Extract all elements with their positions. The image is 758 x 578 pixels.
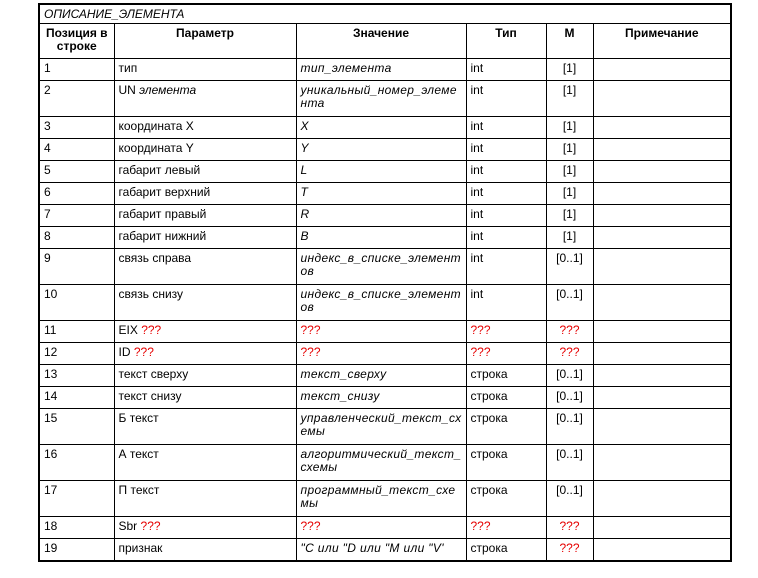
cell-text: 9: [44, 251, 51, 265]
cell-text: тип: [118, 61, 138, 75]
cell-parameter: [114, 205, 296, 227]
cell-position: [39, 249, 114, 285]
cell-value: [296, 285, 466, 321]
cell-text: X: [300, 119, 309, 133]
cell-m: [546, 321, 593, 343]
cell-text: [0..1]: [556, 411, 583, 425]
cell-m: [546, 117, 593, 139]
cell-value: [296, 183, 466, 205]
cell-text: [1]: [562, 229, 577, 243]
unknown-marker: ???: [470, 323, 491, 337]
cell-m: [546, 139, 593, 161]
cell-note: [593, 321, 731, 343]
cell-text: Sbr: [118, 519, 141, 533]
cell-parameter: [114, 183, 296, 205]
cell-text: [0..1]: [556, 447, 583, 461]
cell-text: 4: [44, 141, 51, 155]
cell-value: [296, 539, 466, 562]
cell-parameter: [114, 539, 296, 562]
cell-text: 5: [44, 163, 51, 177]
cell-text: тип_элемента: [300, 61, 392, 75]
cell-text: int: [470, 61, 484, 75]
cell-text: признак: [118, 541, 163, 555]
cell-text: габарит правый: [118, 207, 207, 221]
cell-text: [1]: [562, 141, 577, 155]
cell-value: [296, 117, 466, 139]
cell-position: [39, 227, 114, 249]
cell-text: 19: [44, 541, 58, 555]
cell-text: int: [470, 287, 484, 301]
cell-m: [546, 81, 593, 117]
cell-note: [593, 139, 731, 161]
table-row: [39, 409, 731, 445]
cell-text: [0..1]: [556, 483, 583, 497]
cell-text: 2: [44, 83, 51, 97]
cell-position: [39, 445, 114, 481]
cell-text: int: [470, 207, 484, 221]
table-row: [39, 183, 731, 205]
cell-text: текст_сверху: [300, 367, 387, 381]
cell-text: T: [300, 185, 309, 199]
cell-text: R: [300, 207, 310, 221]
cell-text: [1]: [562, 207, 577, 221]
cell-parameter: [114, 227, 296, 249]
cell-note: [593, 387, 731, 409]
cell-position: [39, 343, 114, 365]
cell-position: [39, 59, 114, 81]
cell-value: [296, 445, 466, 481]
cell-parameter: [114, 481, 296, 517]
cell-note: [593, 205, 731, 227]
cell-text: координата Y: [118, 141, 194, 155]
cell-type: [466, 227, 546, 249]
cell-text: "C или "D или "M или "V': [300, 541, 444, 555]
table-row: [39, 285, 731, 321]
cell-note: [593, 227, 731, 249]
cell-m: [546, 343, 593, 365]
cell-type: [466, 285, 546, 321]
cell-text: [1]: [562, 83, 577, 97]
cell-text: 10: [44, 287, 58, 301]
cell-parameter: [114, 117, 296, 139]
cell-text: 12: [44, 345, 58, 359]
cell-value: [296, 517, 466, 539]
cell-text: [1]: [562, 185, 577, 199]
cell-note: [593, 365, 731, 387]
cell-note: [593, 285, 731, 321]
cell-m: [546, 161, 593, 183]
table-row: [39, 445, 731, 481]
cell-parameter: [114, 59, 296, 81]
cell-type: [466, 445, 546, 481]
cell-text: габарит нижний: [118, 229, 207, 243]
cell-text: текст снизу: [118, 389, 182, 403]
cell-text: индекс_в_списке_элементов: [300, 287, 462, 314]
cell-parameter: [114, 343, 296, 365]
cell-type: [466, 117, 546, 139]
cell-type: [466, 409, 546, 445]
cell-note: [593, 409, 731, 445]
cell-type: [466, 139, 546, 161]
cell-position: [39, 517, 114, 539]
cell-text: алгоритмический_текст_схемы: [300, 447, 462, 474]
cell-value: [296, 81, 466, 117]
table-row: [39, 365, 731, 387]
cell-type: [466, 539, 546, 562]
cell-text: [0..1]: [556, 389, 583, 403]
cell-position: [39, 481, 114, 517]
cell-text: программный_текст_схемы: [300, 483, 456, 510]
unknown-marker: ???: [141, 323, 162, 337]
cell-note: [593, 517, 731, 539]
cell-text: 3: [44, 119, 51, 133]
cell-text: EIX: [118, 323, 142, 337]
cell-type: [466, 387, 546, 409]
cell-value: [296, 365, 466, 387]
cell-m: [546, 227, 593, 249]
cell-note: [593, 59, 731, 81]
cell-m: [546, 365, 593, 387]
cell-position: [39, 285, 114, 321]
cell-text: UN: [118, 83, 140, 97]
cell-value: [296, 409, 466, 445]
cell-position: [39, 365, 114, 387]
cell-value: [296, 249, 466, 285]
unknown-marker: ???: [300, 519, 321, 533]
cell-m: [546, 409, 593, 445]
cell-value: [296, 161, 466, 183]
cell-parameter: [114, 139, 296, 161]
cell-type: [466, 365, 546, 387]
cell-type: [466, 481, 546, 517]
cell-m: [546, 539, 593, 562]
cell-text: int: [470, 185, 484, 199]
cell-text: int: [470, 229, 484, 243]
cell-position: [39, 387, 114, 409]
cell-value: [296, 387, 466, 409]
table-row: [39, 321, 731, 343]
table-header-row: [39, 24, 731, 59]
cell-m: [546, 183, 593, 205]
cell-text: 14: [44, 389, 58, 403]
cell-position: [39, 117, 114, 139]
table-row: [39, 387, 731, 409]
cell-type: [466, 321, 546, 343]
table-row: [39, 249, 731, 285]
cell-text: текст сверху: [118, 367, 189, 381]
cell-parameter: [114, 409, 296, 445]
cell-text: [1]: [562, 61, 577, 75]
cell-text: L: [300, 163, 308, 177]
cell-position: [39, 539, 114, 562]
cell-position: [39, 205, 114, 227]
cell-parameter: [114, 161, 296, 183]
unknown-marker: ???: [300, 323, 321, 337]
cell-note: [593, 343, 731, 365]
cell-position: [39, 139, 114, 161]
cell-text: [0..1]: [556, 367, 583, 381]
cell-value: [296, 59, 466, 81]
cell-type: [466, 249, 546, 285]
cell-text: уникальный_номер_элемента: [300, 83, 457, 110]
column-header-parameter: Параметр: [114, 24, 296, 59]
cell-parameter: [114, 81, 296, 117]
table-title-row: [39, 4, 731, 24]
cell-text: координата X: [118, 119, 194, 133]
unknown-marker: ???: [559, 541, 580, 555]
cell-text: элемента: [139, 83, 197, 97]
cell-position: [39, 321, 114, 343]
table-row: [39, 205, 731, 227]
column-header-type: Тип: [466, 24, 546, 59]
table-row: [39, 59, 731, 81]
cell-type: [466, 205, 546, 227]
table-row: [39, 517, 731, 539]
cell-value: [296, 205, 466, 227]
cell-note: [593, 539, 731, 562]
cell-text: 15: [44, 411, 58, 425]
table-body: [39, 59, 731, 562]
cell-value: [296, 139, 466, 161]
unknown-marker: ???: [559, 519, 580, 533]
cell-parameter: [114, 321, 296, 343]
cell-position: [39, 183, 114, 205]
cell-text: Y: [300, 141, 309, 155]
unknown-marker: ???: [133, 345, 154, 359]
table-row: [39, 227, 731, 249]
column-header-value: Значение: [296, 24, 466, 59]
cell-text: [1]: [562, 119, 577, 133]
cell-position: [39, 81, 114, 117]
cell-text: int: [470, 83, 484, 97]
cell-note: [593, 117, 731, 139]
table-title: ОПИСАНИЕ_ЭЛЕМЕНТА: [39, 4, 731, 24]
cell-text: Б текст: [118, 411, 159, 425]
element-description-table: [38, 3, 732, 562]
cell-text: 8: [44, 229, 51, 243]
cell-m: [546, 517, 593, 539]
table-row: [39, 343, 731, 365]
cell-m: [546, 285, 593, 321]
cell-parameter: [114, 365, 296, 387]
cell-text: строка: [470, 389, 508, 403]
cell-note: [593, 445, 731, 481]
cell-type: [466, 161, 546, 183]
cell-parameter: [114, 445, 296, 481]
cell-text: строка: [470, 411, 508, 425]
cell-text: int: [470, 251, 484, 265]
cell-parameter: [114, 249, 296, 285]
table-row: [39, 539, 731, 562]
cell-m: [546, 481, 593, 517]
cell-text: П текст: [118, 483, 160, 497]
cell-note: [593, 183, 731, 205]
cell-text: [0..1]: [556, 251, 583, 265]
cell-text: связь справа: [118, 251, 192, 265]
cell-text: связь снизу: [118, 287, 184, 301]
cell-text: B: [300, 229, 309, 243]
table-row: [39, 81, 731, 117]
cell-type: [466, 517, 546, 539]
cell-text: int: [470, 119, 484, 133]
cell-note: [593, 481, 731, 517]
unknown-marker: ???: [559, 323, 580, 337]
column-header-note: Примечание: [593, 24, 731, 59]
cell-text: А текст: [118, 447, 159, 461]
cell-text: 1: [44, 61, 51, 75]
cell-text: строка: [470, 447, 508, 461]
table-row: [39, 161, 731, 183]
cell-note: [593, 249, 731, 285]
cell-text: int: [470, 141, 484, 155]
column-header-position: Позиция в строке: [39, 24, 114, 59]
unknown-marker: ???: [559, 345, 580, 359]
cell-text: 16: [44, 447, 58, 461]
table-row: [39, 139, 731, 161]
cell-value: [296, 343, 466, 365]
column-header-m: М: [546, 24, 593, 59]
cell-m: [546, 59, 593, 81]
cell-position: [39, 409, 114, 445]
cell-text: ID: [118, 345, 134, 359]
cell-m: [546, 445, 593, 481]
unknown-marker: ???: [470, 519, 491, 533]
cell-parameter: [114, 517, 296, 539]
cell-value: [296, 321, 466, 343]
cell-value: [296, 481, 466, 517]
cell-text: строка: [470, 483, 508, 497]
cell-type: [466, 81, 546, 117]
table-row: [39, 481, 731, 517]
cell-text: управленческий_текст_схемы: [300, 411, 462, 438]
cell-text: текст_снизу: [300, 389, 380, 403]
cell-m: [546, 249, 593, 285]
table-row: [39, 117, 731, 139]
cell-m: [546, 205, 593, 227]
cell-m: [546, 387, 593, 409]
unknown-marker: ???: [470, 345, 491, 359]
cell-text: габарит верхний: [118, 185, 211, 199]
unknown-marker: ???: [140, 519, 161, 533]
cell-text: строка: [470, 367, 508, 381]
cell-text: 18: [44, 519, 58, 533]
cell-text: строка: [470, 541, 508, 555]
cell-text: 17: [44, 483, 58, 497]
cell-position: [39, 161, 114, 183]
cell-type: [466, 59, 546, 81]
cell-text: 11: [44, 323, 57, 337]
cell-text: индекс_в_списке_элементов: [300, 251, 462, 278]
cell-text: int: [470, 163, 484, 177]
cell-text: габарит левый: [118, 163, 201, 177]
cell-text: 6: [44, 185, 51, 199]
cell-parameter: [114, 387, 296, 409]
cell-parameter: [114, 285, 296, 321]
cell-text: [1]: [562, 163, 577, 177]
cell-value: [296, 227, 466, 249]
cell-text: [0..1]: [556, 287, 583, 301]
cell-type: [466, 183, 546, 205]
cell-note: [593, 81, 731, 117]
cell-text: 7: [44, 207, 51, 221]
cell-type: [466, 343, 546, 365]
cell-text: 13: [44, 367, 58, 381]
cell-note: [593, 161, 731, 183]
unknown-marker: ???: [300, 345, 321, 359]
